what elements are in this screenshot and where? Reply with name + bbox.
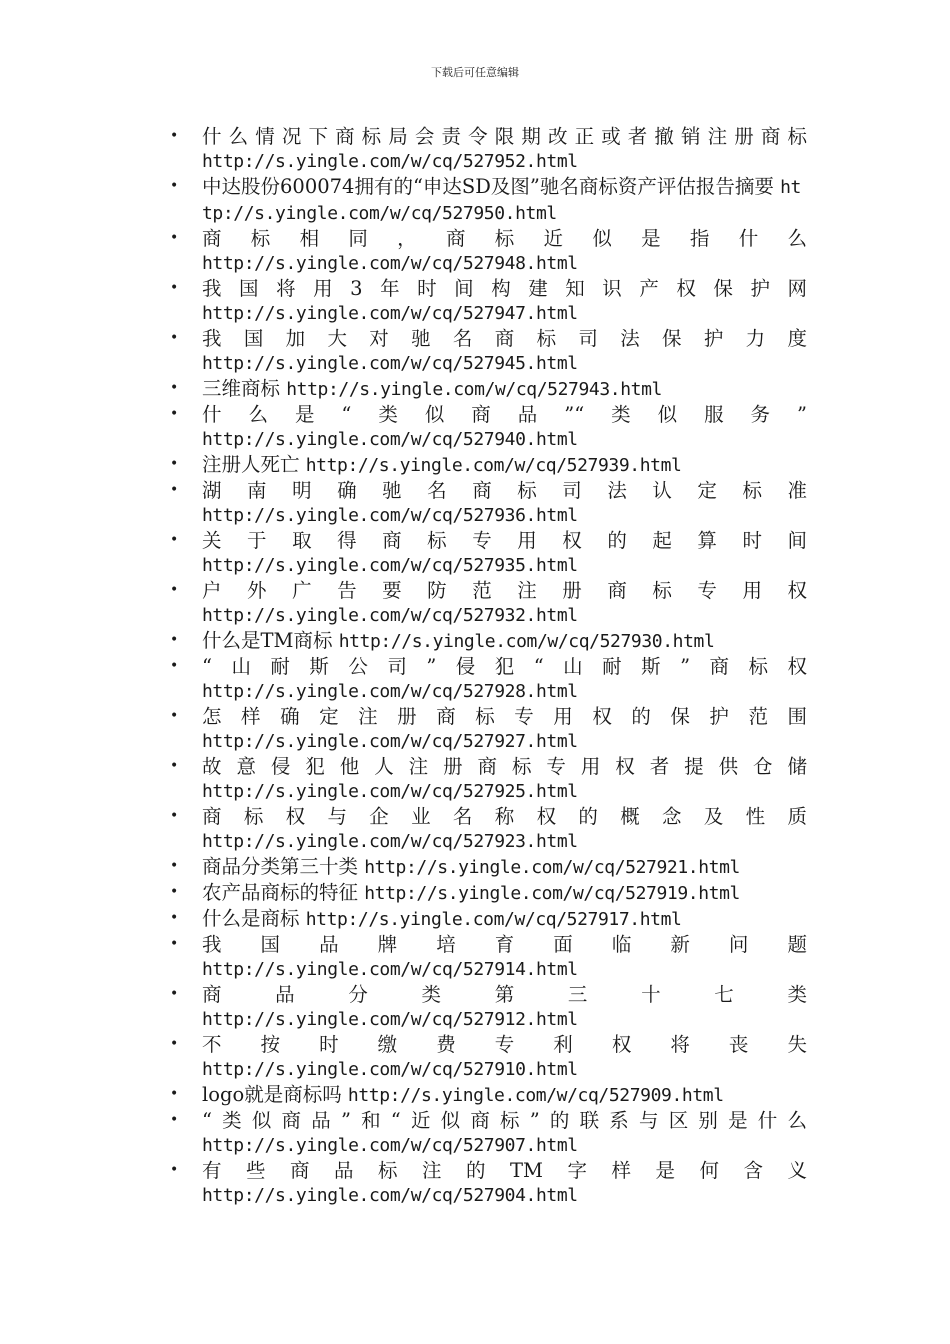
list-item	[0, 1032, 950, 1082]
list-item-title: 我国将用3年时间构建知识产权保护网	[202, 277, 807, 300]
bullet-icon: •	[170, 858, 179, 874]
list-item-content	[0, 1108, 950, 1158]
bullet-icon: •	[170, 406, 179, 422]
bullet-icon: •	[170, 910, 179, 926]
list-item	[0, 754, 950, 804]
list-item	[0, 654, 950, 704]
list-item-link[interactable]: http://s.yingle.com/w/cq/527940.html	[202, 429, 578, 450]
list-item-content	[0, 276, 950, 326]
list-item-link[interactable]: http://s.yingle.com/w/cq/527909.html	[347, 1085, 724, 1106]
list-item-link[interactable]: http://s.yingle.com/w/cq/527952.html	[202, 151, 578, 172]
list-item-title: logo就是商标吗	[202, 1083, 342, 1106]
list-item-title: 什么情况下商标局会责令限期改正或者撤销注册商标	[202, 125, 807, 148]
bullet-icon: •	[170, 986, 179, 1002]
list-item	[0, 982, 950, 1032]
list-item-link[interactable]: http://s.yingle.com/w/cq/527932.html	[202, 605, 578, 626]
list-item-title: 我国品牌培育面临新问题	[202, 933, 807, 956]
list-item-link[interactable]: http://s.yingle.com/w/cq/527904.html	[202, 1185, 578, 1206]
list-item-title: “类似商品”和“近似商标”的联系与区别是什么	[202, 1109, 807, 1132]
list-item-link[interactable]: http://s.yingle.com/w/cq/527917.html	[305, 909, 682, 930]
list-item-content	[202, 376, 807, 402]
list-item-link[interactable]: http://s.yingle.com/w/cq/527950.html	[202, 177, 801, 224]
list-item-title: 户外广告要防范注册商标专用权	[202, 579, 807, 602]
list-item-link[interactable]: http://s.yingle.com/w/cq/527936.html	[202, 505, 578, 526]
list-item-title: 注册人死亡	[202, 453, 300, 476]
list-item-content	[0, 1032, 950, 1082]
page-header: 下载后可任意编辑	[431, 66, 519, 79]
list-item-content	[0, 982, 950, 1032]
list-item-content	[0, 402, 950, 452]
bullet-icon: •	[170, 330, 179, 346]
list-item	[0, 326, 950, 376]
bullet-icon: •	[170, 936, 179, 952]
list-item-content	[202, 854, 807, 880]
list-item	[0, 932, 950, 982]
list-item-title: 关于取得商标专用权的起算时间	[202, 529, 807, 552]
list-item-title: 农产品商标的特征	[202, 881, 359, 904]
list-item-content	[0, 578, 950, 628]
list-item-link[interactable]: http://s.yingle.com/w/cq/527910.html	[202, 1059, 578, 1080]
bullet-icon: •	[170, 456, 179, 472]
list-item-link[interactable]: http://s.yingle.com/w/cq/527921.html	[364, 857, 740, 878]
list-item-content	[0, 528, 950, 578]
list-item-title: 怎样确定注册商标专用权的保护范围	[202, 705, 807, 728]
list-item-content	[0, 226, 950, 276]
list-item-title: 什么是商标	[202, 907, 300, 930]
list-item-content	[0, 804, 950, 854]
list-item	[0, 628, 950, 654]
list-item-content	[202, 628, 807, 654]
list-item-link[interactable]: http://s.yingle.com/w/cq/527919.html	[364, 883, 740, 904]
list-item-link[interactable]: http://s.yingle.com/w/cq/527947.html	[202, 303, 578, 324]
list-item	[0, 704, 950, 754]
list-item-link[interactable]: http://s.yingle.com/w/cq/527927.html	[202, 731, 578, 752]
list-item-content	[0, 932, 950, 982]
list-item	[0, 1082, 950, 1108]
bullet-icon: •	[170, 178, 179, 194]
list-item-title: “山耐斯公司”侵犯“山耐斯”商标权	[202, 655, 807, 678]
list-item-content	[0, 754, 950, 804]
list-item-title: 有些商品标注的TM字样是何含义	[202, 1159, 807, 1182]
list-item-content	[202, 174, 807, 226]
list-item	[0, 1158, 950, 1208]
list-item-title: 三维商标	[202, 377, 281, 400]
list-item-content	[0, 654, 950, 704]
bullet-icon: •	[170, 1162, 179, 1178]
list-item	[0, 402, 950, 452]
bullet-icon: •	[170, 532, 179, 548]
list-item-title: 商标权与企业名称权的概念及性质	[202, 805, 807, 828]
list-item-title: 商品分类第三十类	[202, 855, 359, 878]
list-item	[0, 226, 950, 276]
list-item	[0, 804, 950, 854]
list-item-content	[0, 704, 950, 754]
bullet-icon: •	[170, 128, 179, 144]
bullet-icon: •	[170, 230, 179, 246]
list-item-content	[0, 1158, 950, 1208]
bullet-icon: •	[170, 1112, 179, 1128]
bullet-icon: •	[170, 1036, 179, 1052]
list-item	[0, 452, 950, 478]
list-item-title: 商品分类第三十七类	[202, 983, 807, 1006]
list-item	[0, 276, 950, 326]
list-item-content	[202, 906, 807, 932]
link-list	[0, 124, 950, 1208]
bullet-icon: •	[170, 482, 179, 498]
list-item-content	[202, 880, 807, 906]
list-item-content	[202, 452, 807, 478]
list-item	[0, 174, 950, 226]
list-item	[0, 578, 950, 628]
list-item-title: 故意侵犯他人注册商标专用权者提供仓储	[202, 755, 807, 778]
list-item-title: 中达股份600074拥有的“申达SD及图”驰名商标资产评估报告摘要	[202, 175, 774, 198]
list-item-content	[0, 478, 950, 528]
list-item	[0, 528, 950, 578]
list-item	[0, 376, 950, 402]
list-item-link[interactable]: http://s.yingle.com/w/cq/527907.html	[202, 1135, 578, 1156]
list-item-link[interactable]: http://s.yingle.com/w/cq/527912.html	[202, 1009, 578, 1030]
bullet-icon: •	[170, 808, 179, 824]
list-item-link[interactable]: http://s.yingle.com/w/cq/527914.html	[202, 959, 578, 980]
list-item-link[interactable]: http://s.yingle.com/w/cq/527925.html	[202, 781, 578, 802]
bullet-icon: •	[170, 658, 179, 674]
list-item-content	[0, 326, 950, 376]
list-item	[0, 880, 950, 906]
list-item-title: 我国加大对驰名商标司法保护力度	[202, 327, 807, 350]
list-item-content	[202, 1082, 807, 1108]
list-item-title: 商标相同，商标近似是指什么	[202, 227, 807, 250]
bullet-icon: •	[170, 884, 179, 900]
list-item	[0, 478, 950, 528]
list-item-link[interactable]: http://s.yingle.com/w/cq/527945.html	[202, 353, 578, 374]
list-item-link[interactable]: http://s.yingle.com/w/cq/527923.html	[202, 831, 578, 852]
list-item-link[interactable]: http://s.yingle.com/w/cq/527939.html	[305, 455, 682, 476]
list-item	[0, 124, 950, 174]
list-item-link[interactable]: http://s.yingle.com/w/cq/527930.html	[338, 631, 715, 652]
list-item	[0, 1108, 950, 1158]
bullet-icon: •	[170, 632, 179, 648]
list-item-link[interactable]: http://s.yingle.com/w/cq/527935.html	[202, 555, 578, 576]
list-item	[0, 854, 950, 880]
bullet-icon: •	[170, 758, 179, 774]
bullet-icon: •	[170, 582, 179, 598]
list-item-title: 不按时缴费专利权将丧失	[202, 1033, 807, 1056]
list-item-title: 湖南明确驰名商标司法认定标准	[202, 479, 807, 502]
list-item-content	[0, 124, 950, 174]
list-item-link[interactable]: http://s.yingle.com/w/cq/527948.html	[202, 253, 578, 274]
list-item	[0, 906, 950, 932]
list-item-title: 什么是TM商标	[202, 629, 333, 652]
bullet-icon: •	[170, 280, 179, 296]
list-item-link[interactable]: http://s.yingle.com/w/cq/527928.html	[202, 681, 578, 702]
bullet-icon: •	[170, 380, 179, 396]
list-item-link[interactable]: http://s.yingle.com/w/cq/527943.html	[286, 379, 662, 400]
bullet-icon: •	[170, 708, 179, 724]
list-item-title: 什么是“类似商品”“类似服务”	[202, 403, 807, 426]
bullet-icon: •	[170, 1086, 179, 1102]
